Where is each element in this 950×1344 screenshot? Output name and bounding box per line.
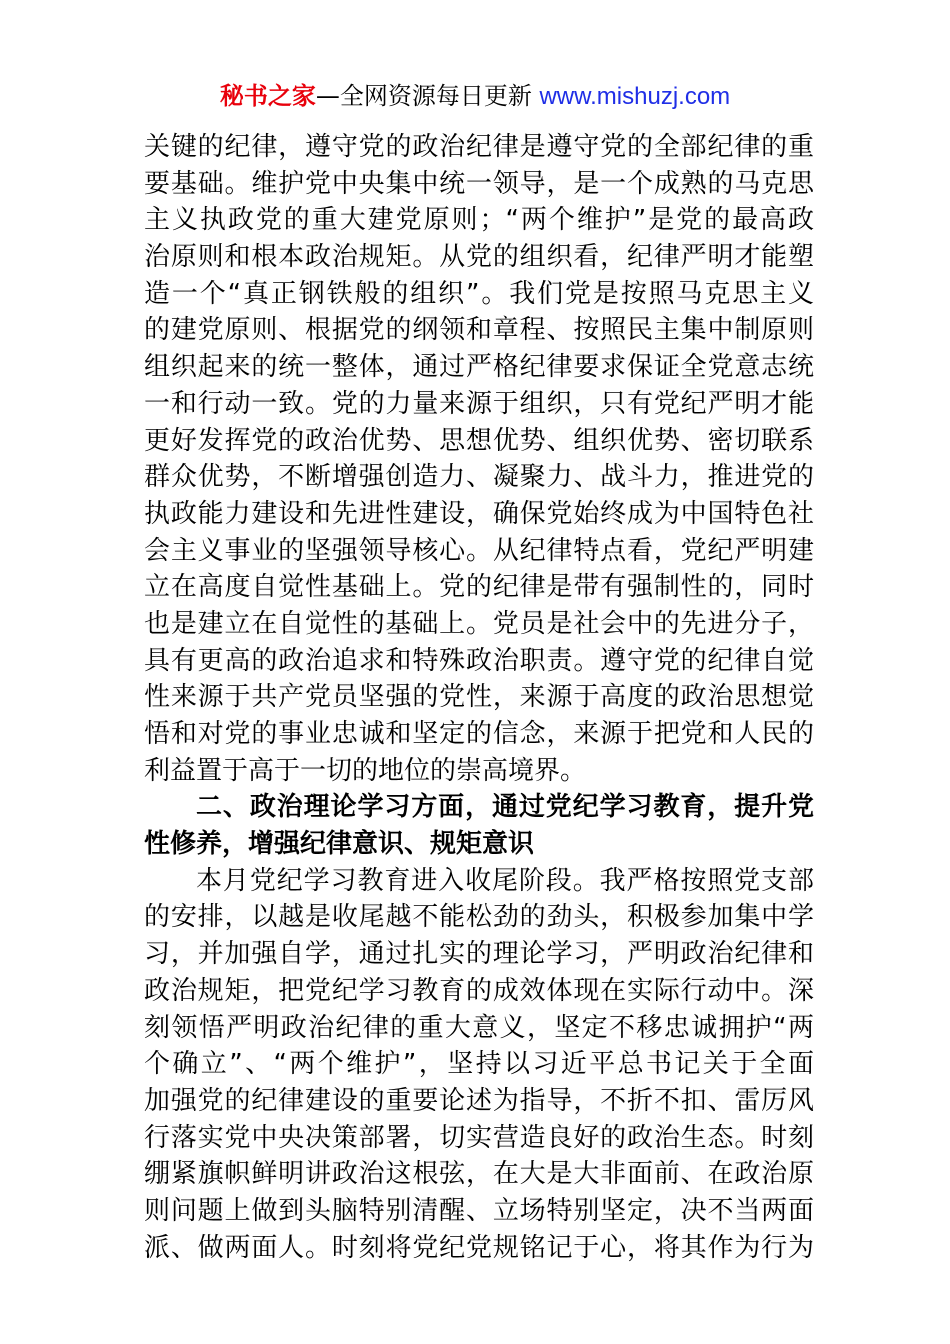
- document-body: [144, 129, 814, 1266]
- text-line: 行落实党中央决策部署，切实营造良好的政治生态。时刻: [144, 1122, 814, 1153]
- text-line: 性来源于共产党员坚强的党性，来源于高度的政治思想觉: [144, 682, 814, 713]
- site-url-link[interactable]: www.mishuzj.com: [539, 83, 731, 110]
- text-line: 更好发挥党的政治优势、思想优势、组织优势、密切联系: [144, 425, 814, 456]
- text-line: 关键的纪律，遵守党的政治纪律是遵守党的全部纪律的重: [144, 132, 814, 162]
- site-brand: 秘书之家: [219, 82, 316, 110]
- text-line: 立在高度自觉性基础上。党的纪律是带有强制性的，同时: [144, 572, 814, 603]
- text-line: 要基础。维护党中央集中统一领导，是一个成熟的马克思: [144, 168, 814, 199]
- text-line: 刻领悟严明政治纪律的重大意义，坚定不移忠诚拥护“两: [144, 1012, 814, 1043]
- text-line: 的建党原则、根据党的纲领和章程、按照民主集中制原则: [144, 315, 814, 346]
- text-line: 悟和对党的事业忠诚和坚定的信念，来源于把党和人民的: [144, 719, 814, 749]
- text-line: 治原则和根本政治规矩。从党的组织看，纪律严明才能塑: [144, 242, 814, 273]
- section-heading-end-line: 性修养，增强纪律意识、规矩意识: [144, 829, 535, 860]
- text-line: 政治规矩，把党纪学习教育的成效体现在实际行动中。深: [144, 975, 814, 1006]
- section-heading-line: 二、政治理论学习方面，通过党纪学习教育，提升党: [196, 792, 814, 823]
- site-header: [0, 80, 950, 113]
- text-line: 会主义事业的坚强领导核心。从纪律特点看，党纪严明建: [144, 535, 814, 566]
- text-line: 群众优势，不断增强创造力、凝聚力、战斗力，推进党的: [144, 462, 814, 493]
- text-line: 具有更高的政治追求和特殊政治职责。遵守党的纪律自觉: [144, 645, 814, 676]
- site-tagline: —全网资源每日更新: [315, 82, 540, 110]
- text-line: 绷紧旗帜鲜明讲政治这根弦，在大是大非面前、在政治原: [144, 1159, 814, 1190]
- text-line: 的安排，以越是收尾越不能松劲的劲头，积极参加集中学: [144, 902, 814, 933]
- text-line: 执政能力建设和先进性建设，确保党始终成为中国特色社: [144, 498, 814, 529]
- text-line: 派、做两面人。时刻将党纪党规铭记于心，将其作为行为: [144, 1232, 814, 1263]
- paragraph-end-line: 利益置于高于一切的地位的崇高境界。: [144, 755, 587, 786]
- paragraph-first-line: 本月党纪学习教育进入收尾阶段。我严格按照党支部: [196, 865, 814, 896]
- text-line: 也是建立在自觉性的基础上。党员是社会中的先进分子，: [144, 608, 814, 639]
- text-line: 加强党的纪律建设的重要论述为指导，不折不扣、雷厉风: [144, 1085, 814, 1116]
- text-line: 主义执政党的重大建党原则；“两个维护”是党的最高政: [144, 205, 814, 236]
- text-line: 则问题上做到头脑特别清醒、立场特别坚定，决不当两面: [144, 1195, 814, 1226]
- text-line: 一和行动一致。党的力量来源于组织，只有党纪严明才能: [144, 388, 814, 419]
- text-line: 习，并加强自学，通过扎实的理论学习，严明政治纪律和: [144, 939, 814, 970]
- text-line: 个确立”、“两个维护”，坚持以习近平总书记关于全面: [144, 1049, 814, 1080]
- text-line: 组织起来的统一整体，通过严格纪律要求保证全党意志统: [144, 352, 814, 383]
- text-line: 造一个“真正钢铁般的组织”。我们党是按照马克思主义: [144, 278, 814, 309]
